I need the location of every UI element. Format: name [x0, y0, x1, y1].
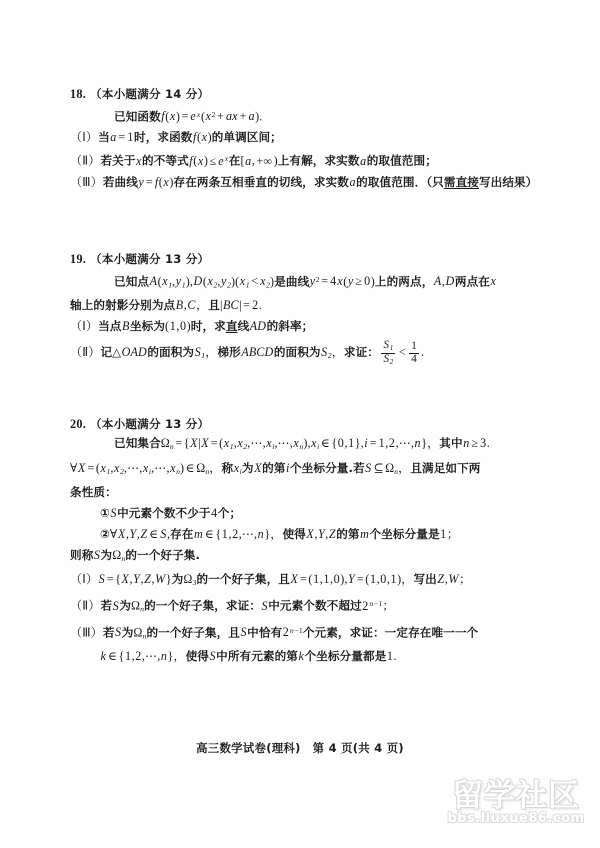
problem-18-number: 18.: [70, 87, 86, 101]
problem-18-part-2: （Ⅱ）若关于x的不等式$f(x) \le e^x$在[a, +∞ )上有解，求实数a的取值范围；: [70, 153, 437, 168]
problem-18-part-1: （Ⅰ）当a = 1时，求函数f(x)的单调区间；: [70, 130, 282, 145]
problem-20-body-line-2: ∀X = $(x_1,x_2,\cdots,x_i,\cdots,x_n)$ ∈ $\Omega_n$，称$x_i$为X的第i个坐标分量.若S ⊆ $\Omega_n$，且满足如下两: [70, 460, 481, 476]
problem-20-body-line-3: 条性质：: [70, 484, 117, 499]
problem-19-score-note: （本小题满分 13 分）: [89, 251, 210, 266]
watermark-site-url: bbs.liuxue86.com: [447, 810, 585, 826]
problem-18: [70, 86, 538, 193]
problem-20-header: [70, 416, 522, 434]
problem-20-part-2: （Ⅱ）若S为$\Omega_n$的一个好子集，求证：S中元素个数不超过$2^{n-1}$；: [70, 598, 395, 614]
problem-19-part-2: （Ⅱ）记△OAD的面积为$S_1$，梯形ABCD的面积为$S_2$，求证： $\frac{S_1}{S_2}$ < $\frac{1}{4}$ .: [70, 339, 425, 366]
footer-page-info: 第 4 页(共 4 页): [312, 741, 404, 755]
problem-20-score-note: （本小题满分 13 分）: [89, 416, 210, 431]
site-watermark: [438, 780, 594, 842]
problem-20-number: 20.: [70, 416, 86, 431]
problem-19-number: 19.: [70, 251, 86, 266]
problem-19-part-1: （Ⅰ）当点B坐标为(1,0)时，求直线AD的斜率；: [70, 319, 314, 334]
problem-20-condition-1: ①S中元素个数不少于4个；: [100, 505, 242, 520]
problem-20-condition-2: ②∀X,Y,Z ∈ S,存在m ∈ {1,2,⋯,n}，使得X,Y,Z的第m个坐标分量是1；: [100, 526, 459, 541]
problem-19-body-line-1: 已知点$A(x_1,y_1),D(x_2,y_2)(x_1 < x_2)$是曲线$y^2 = 4x(y \ge 0)$上的两点，A,D两点在x: [114, 274, 496, 290]
problem-18-body: 已知函数$f(x) = e^x(x^2$ + ax + a).: [114, 109, 263, 124]
problem-18-part-3: （Ⅲ）若曲线y = f(x)存在两条互相垂直的切线，求实数a的取值范围．（只需直接写出结果）: [70, 174, 538, 189]
problem-20-part-3-line-2: k ∈ {1,2,⋯,n}，使得S中所有元素的第k个坐标分量都是1.: [100, 649, 397, 664]
problem-19-header: [70, 251, 522, 269]
page-footer: [0, 740, 600, 756]
problem-20: [70, 416, 522, 668]
footer-exam-title: 高三数学试卷(理科): [196, 741, 301, 755]
problem-18-score-note: （本小题满分 14 分）: [89, 87, 210, 101]
problem-20-conclusion: 则称S为$\Omega_n$的一个好子集.: [70, 547, 200, 563]
problem-20-part-3-line-1: （Ⅲ）若S为$\Omega_n$的一个好子集，且S中恰有$2^{n-1}$个元素，求证：一定存在唯一一个: [70, 625, 479, 641]
problem-19-body-line-2: 轴上的射影分别为点B,C，且|BC| = 2.: [70, 298, 262, 313]
problem-20-part-1: （Ⅰ）S = {X,Y,Z,W}为$\Omega_3$的一个好子集，且X = (1,1,0),Y = (1,0,1)，写出Z,W；: [70, 571, 472, 588]
problem-19: [70, 251, 522, 372]
watermark-site-name: 留学社区: [452, 778, 580, 814]
problem-20-body-line-1: 已知集合$\Omega_n = \{X|X$ = $(x_1,x_2,\cdots,x_i,\cdots,x_n),x_i$ ∈ {0,1},i = 1,2,⋯,n}，其中n ≥ 3.: [114, 436, 490, 452]
problem-18-header: [70, 86, 522, 104]
exam-content: [70, 86, 538, 667]
